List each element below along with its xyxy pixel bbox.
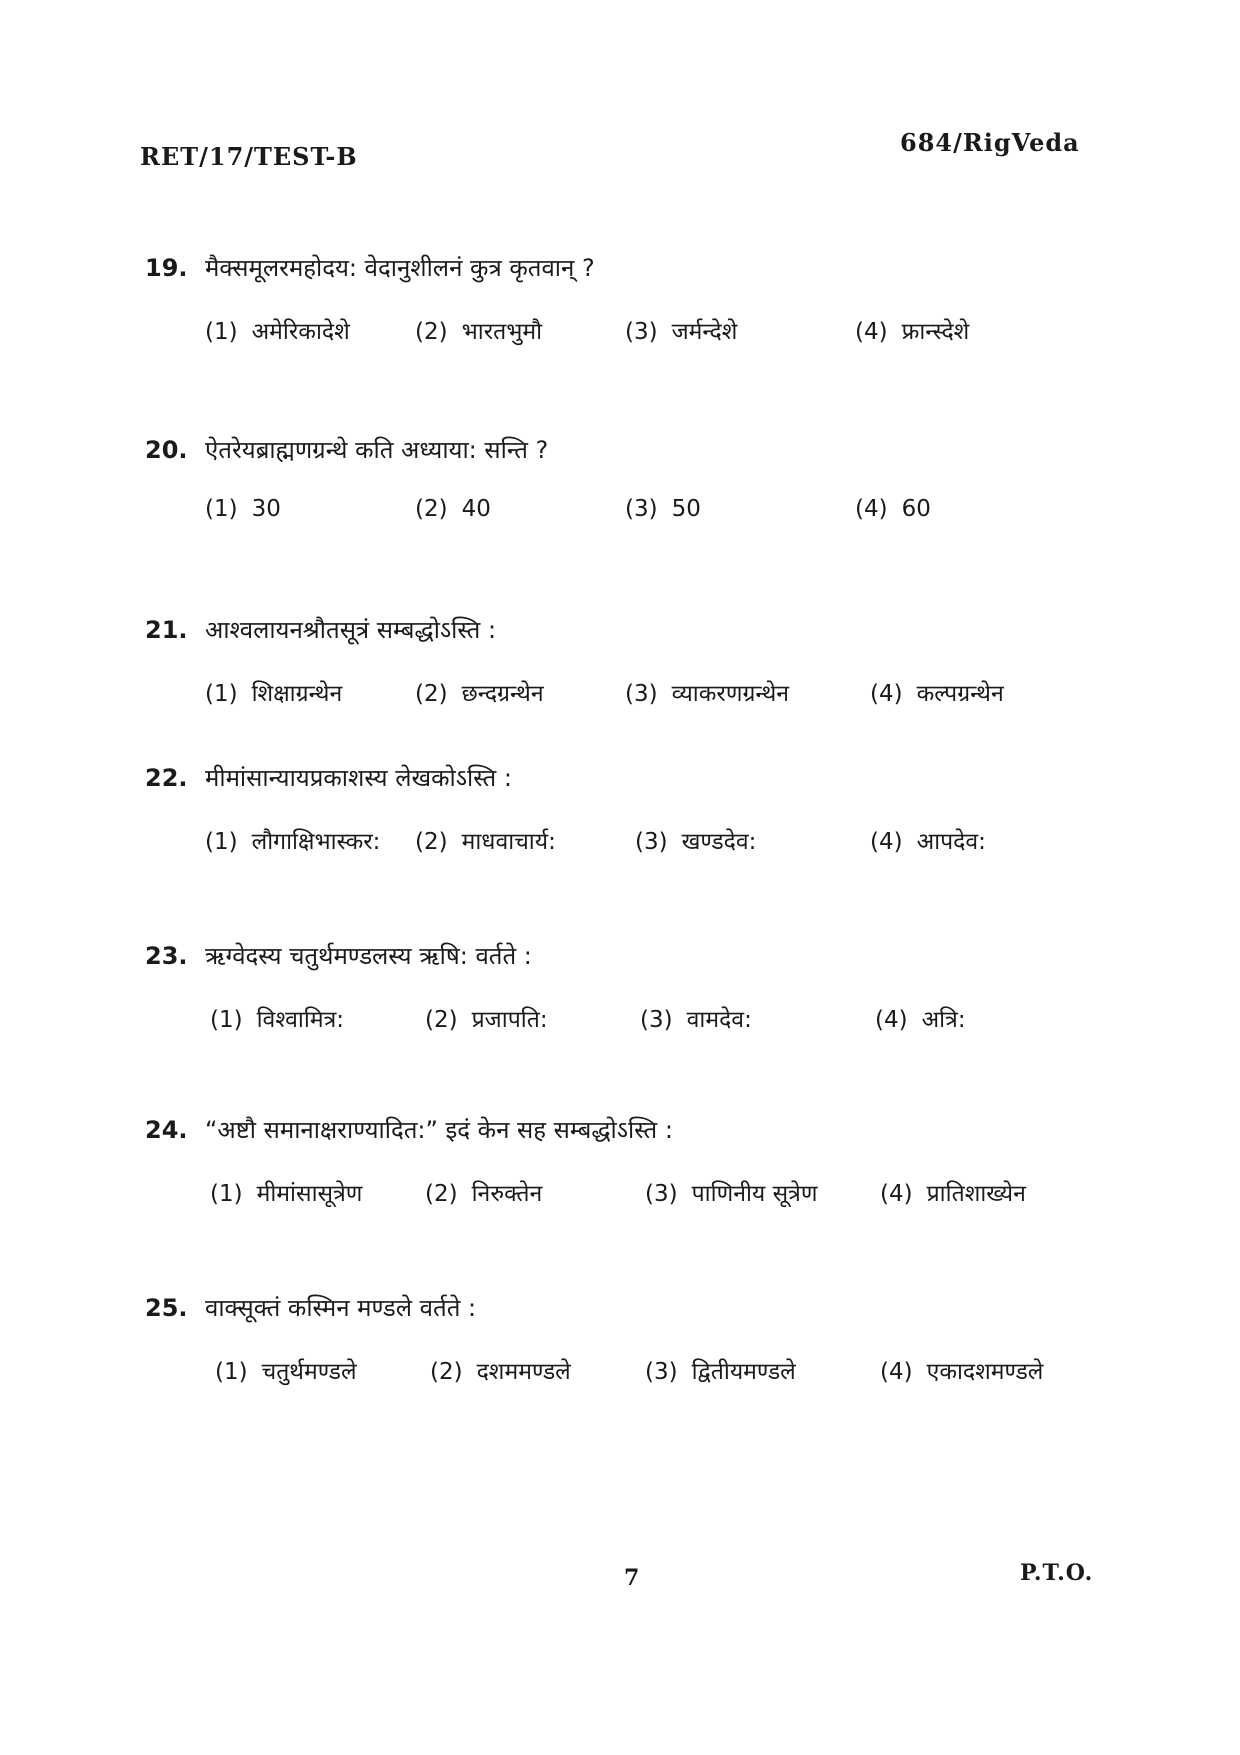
option-4: (4) प्रातिशाख्येन bbox=[880, 1181, 1026, 1207]
option-3: (3) खण्डदेव: bbox=[635, 829, 757, 855]
question-number: 21. bbox=[145, 616, 188, 644]
options-row bbox=[145, 496, 1105, 532]
question-text: मीमांसान्यायप्रकाशस्य लेखकोऽस्ति : bbox=[205, 764, 512, 792]
option-1: (1) चतुर्थमण्डले bbox=[215, 1359, 357, 1385]
question-text: मैक्समूलरमहोदय: वेदानुशीलनं कुत्र कृतवान् ? bbox=[205, 254, 595, 282]
page-number: 7 bbox=[624, 1565, 640, 1591]
option-4: (4) कल्पग्रन्थेन bbox=[870, 681, 1004, 707]
option-1: (1) मीमांसासूत्रेण bbox=[210, 1181, 363, 1207]
option-2: (2) प्रजापति: bbox=[425, 1007, 548, 1033]
question-number: 20. bbox=[145, 436, 188, 464]
question-number: 25. bbox=[145, 1294, 188, 1322]
option-2: (2) माधवाचार्य: bbox=[415, 829, 556, 855]
option-1: (1) 30 bbox=[205, 496, 281, 522]
option-2: (2) भारतभुमौ bbox=[415, 319, 543, 345]
question-number: 23. bbox=[145, 942, 188, 970]
question-23 bbox=[145, 938, 1105, 1038]
question-text: ऐतरेयब्राह्मणग्रन्थे कति अध्याया: सन्ति ? bbox=[205, 436, 549, 464]
option-1: (1) शिक्षाग्रन्थेन bbox=[205, 681, 343, 707]
option-4: (4) एकादशमण्डले bbox=[880, 1359, 1044, 1385]
options-row bbox=[145, 1354, 1105, 1390]
question-text: ऋग्वेदस्य चतुर्थमण्डलस्य ऋषि: वर्तते : bbox=[205, 942, 532, 970]
option-3: (3) 50 bbox=[625, 496, 701, 522]
option-2: (2) छन्दग्रन्थेन bbox=[415, 681, 544, 707]
option-2: (2) दशममण्डले bbox=[430, 1359, 571, 1385]
paper-code: 684/RigVeda bbox=[900, 128, 1080, 157]
question-text: आश्वलायनश्रौतसूत्रं सम्बद्धोऽस्ति : bbox=[205, 616, 497, 644]
question-20 bbox=[145, 432, 1105, 532]
options-row bbox=[145, 314, 1105, 350]
option-1: (1) विश्वामित्र: bbox=[210, 1007, 345, 1033]
options-row bbox=[145, 1002, 1105, 1038]
option-2: (2) 40 bbox=[415, 496, 491, 522]
option-1: (1) लौगाक्षिभास्कर: bbox=[205, 829, 381, 855]
test-code: RET/17/TEST-B bbox=[140, 142, 358, 171]
option-1: (1) अमेरिकादेशे bbox=[205, 319, 350, 345]
question-number: 24. bbox=[145, 1116, 188, 1144]
option-2: (2) निरुक्तेन bbox=[425, 1181, 543, 1207]
question-number: 19. bbox=[145, 254, 188, 282]
options-row bbox=[145, 676, 1105, 712]
question-25 bbox=[145, 1290, 1105, 1390]
option-4: (4) अत्रि: bbox=[875, 1007, 966, 1033]
option-3: (3) व्याकरणग्रन्थेन bbox=[625, 681, 790, 707]
option-3: (3) द्वितीयमण्डले bbox=[645, 1359, 796, 1385]
question-19 bbox=[145, 250, 1105, 350]
pto-label: P.T.O. bbox=[1020, 1560, 1094, 1586]
option-4: (4) आपदेव: bbox=[870, 829, 986, 855]
options-row bbox=[145, 824, 1105, 860]
question-text: वाक्सूक्तं कस्मिन मण्डले वर्तते : bbox=[205, 1294, 477, 1322]
option-3: (3) जर्मन्देशे bbox=[625, 319, 738, 345]
question-21 bbox=[145, 612, 1105, 712]
option-3: (3) वामदेव: bbox=[640, 1007, 752, 1033]
option-4: (4) 60 bbox=[855, 496, 931, 522]
option-3: (3) पाणिनीय सूत्रेण bbox=[645, 1181, 818, 1207]
option-4: (4) फ्रान्स्देशे bbox=[855, 319, 970, 345]
question-24 bbox=[145, 1112, 1105, 1212]
question-text: “अष्टौ समानाक्षराण्यादित:” इदं केन सह सम्बद्धोऽस्ति : bbox=[205, 1116, 673, 1144]
options-row bbox=[145, 1176, 1105, 1212]
question-number: 22. bbox=[145, 764, 188, 792]
question-22 bbox=[145, 760, 1105, 860]
